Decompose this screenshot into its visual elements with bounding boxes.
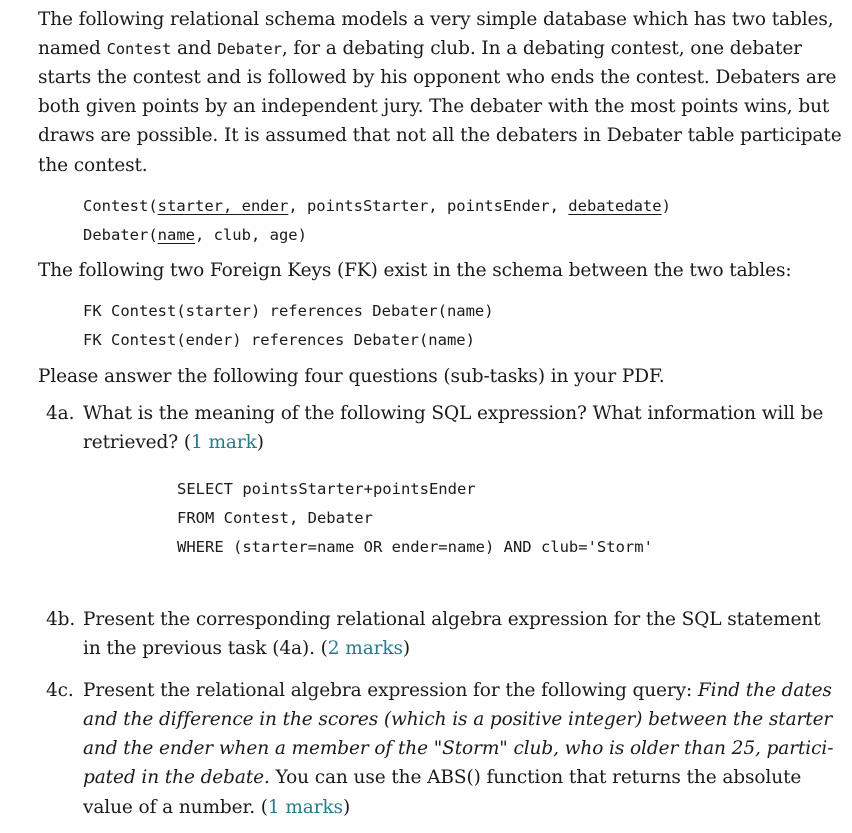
intro-line-6: the contest. — [38, 155, 148, 176]
fk-line-2: FK Contest(ender) references Debater(name) — [83, 331, 475, 349]
table-name-contest: Contest — [106, 40, 172, 58]
table-name-debater: Debater — [217, 40, 282, 58]
question-4a-line-1: What is the meaning of the following SQL expression? What information will be — [83, 403, 824, 424]
contest-primary-key-2: debatedate — [568, 197, 662, 215]
intro-line-4: both given points by an independent jury. The debater with the most points wins, but — [38, 96, 830, 117]
question-4b-line-1: Present the corresponding relational algebra expression for the SQL statement — [83, 609, 821, 630]
question-4c-mark: 1 marks — [267, 797, 343, 818]
fk-line-1: FK Contest(starter) references Debater(name) — [83, 302, 494, 320]
question-4b-number: 4b. — [46, 609, 76, 630]
intro-line-5: draws are possible. It is assumed that not all the debaters in Debater table participate — [38, 125, 842, 146]
sql-line-1: SELECT pointsStarter+pointsEnder — [177, 480, 476, 498]
question-4c-number: 4c. — [46, 680, 74, 701]
schema-debater: Debater(name, club, age) — [83, 226, 307, 244]
question-4a-number: 4a. — [46, 403, 75, 424]
question-4a-line-2: retrieved? (1 mark) — [83, 432, 264, 453]
fk-intro: The following two Foreign Keys (FK) exist in the schema between the two tables: — [38, 260, 792, 281]
sql-line-2: FROM Contest, Debater — [177, 509, 373, 527]
intro-line-1: The following relational schema models a very simple database which has two tables, — [38, 9, 834, 30]
intro-line-2: named Contest and Debater, for a debating club. In a debating contest, one debater — [38, 38, 802, 59]
question-4b-mark: 2 marks — [327, 638, 403, 659]
question-4a-mark: 1 mark — [191, 432, 257, 453]
sql-line-3: WHERE (starter=name OR ender=name) AND club='Storm' — [177, 538, 653, 556]
questions-intro: Please answer the following four questions (sub-tasks) in your PDF. — [38, 366, 665, 387]
contest-primary-key-1: starter, ender — [157, 197, 289, 215]
debater-primary-key: name — [157, 226, 195, 244]
intro-line-3: starts the contest and is followed by his opponent who ends the contest. Debaters are — [38, 67, 837, 88]
question-4c-line-2: and the difference in the scores (which is a positive integer) between the starter — [83, 709, 833, 730]
question-4c-line-4: pated in the debate. You can use the ABS() function that returns the absolute — [83, 767, 802, 788]
question-4c-line-3: and the ender when a member of the "Storm" club, who is older than 25, partici- — [83, 738, 834, 759]
question-4c-line-1: Present the relational algebra expression for the following query: Find the dates — [83, 680, 832, 701]
schema-contest: Contest(starter, ender, pointsStarter, pointsEnder, debatedate) — [83, 197, 671, 215]
question-4b-line-2: in the previous task (4a). (2 marks) — [83, 638, 410, 659]
question-4c-line-5: value of a number. (1 marks) — [83, 797, 351, 818]
